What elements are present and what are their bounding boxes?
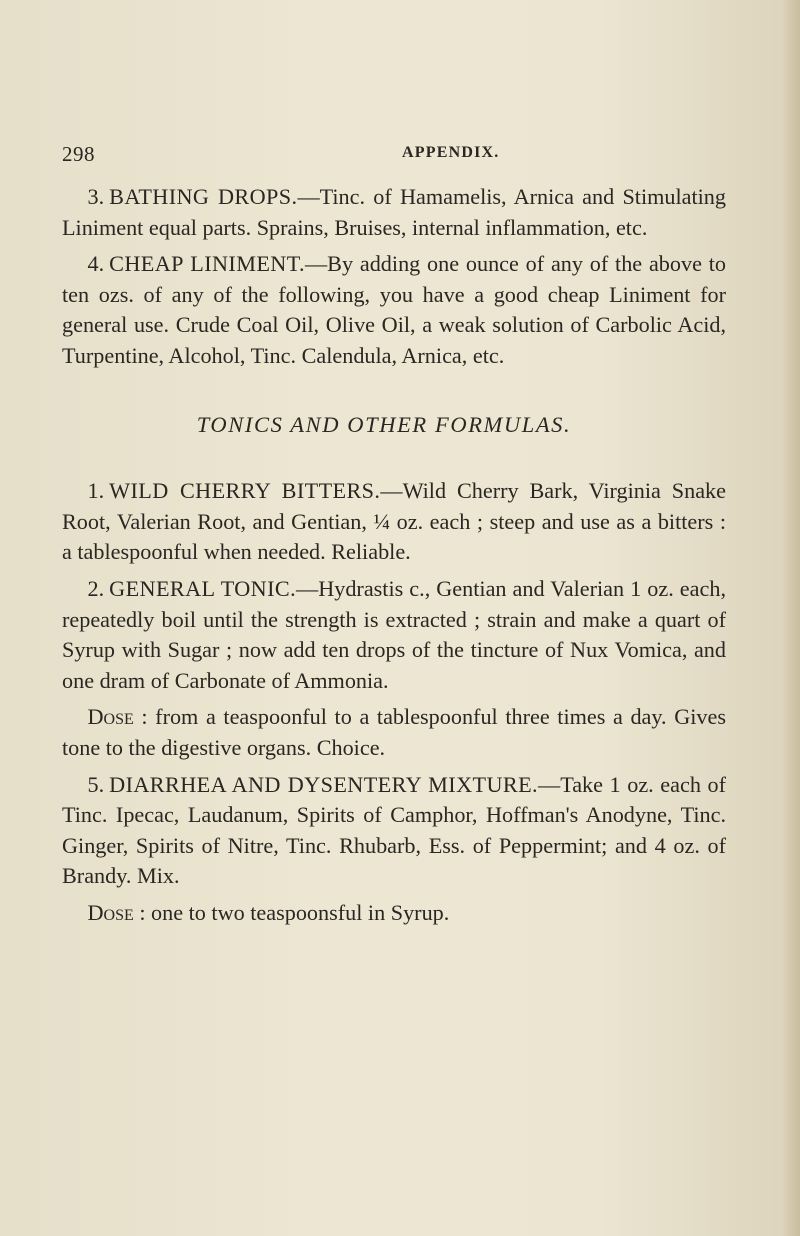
dose-general-tonic <box>62 702 726 763</box>
page-edge-shadow <box>782 0 800 1236</box>
dose-text: : one to two teaspoonsful in Syrup. <box>133 899 450 925</box>
running-head: APPENDIX. <box>402 144 500 161</box>
entry-title: GENERAL TONIC. <box>109 575 297 601</box>
entry-title: WILD CHERRY BITTERS. <box>109 478 381 504</box>
entry-body: —Hydrastis c., Gentian and Valerian 1 oz. each, repeatedly boil until the strength is extracted ; strain and make a quart of Syrup with Sugar ; now add ten drops of the tincture of Nux Vomica, and one dram of Carbonate of Ammonia. <box>62 575 726 693</box>
entry-body: —Take 1 oz. each of Tinc. Ipecac, Laudanum, Spirits of Camphor, Hoffman's Anodyne, Tinc. Ginger, Spirits of Nitre, Tinc. Rhubarb, Ess. of Peppermint; and 4 oz. of Brandy. Mix. <box>62 771 726 889</box>
entry-title: BATHING DROPS. <box>109 184 298 209</box>
page-number: 298 <box>62 142 95 166</box>
entry-body: —By adding one ounce of any of the above to ten ozs. of any of the following, you have a good cheap Liniment for general use. Crude Coal Oil, Olive Oil, a weak solution of Carbolic Acid, Turpentine, Alcohol, Tinc. Calendula, Arnica, etc. <box>62 251 726 368</box>
entry-wild-cherry-bitters <box>62 476 726 568</box>
entry-bathing-drops <box>62 182 726 243</box>
page-body <box>62 182 726 934</box>
entry-number: 3. <box>87 184 105 209</box>
entry-title: CHEAP LINIMENT. <box>109 251 305 277</box>
entry-diarrhea-mixture <box>62 770 726 892</box>
dose-diarrhea-mixture <box>62 898 726 929</box>
entry-general-tonic <box>62 574 726 696</box>
entry-number: 2. <box>87 575 105 601</box>
entry-number: 1. <box>87 478 105 504</box>
page-header <box>62 142 712 172</box>
entry-body: —Tinc. of Hamamelis, Arnica and Stimulating Liniment equal parts. Sprains, Bruises, internal inflammation, etc. <box>62 184 726 240</box>
dose-label: Dose <box>87 704 134 730</box>
dose-label: Dose <box>87 899 134 925</box>
entry-cheap-liniment <box>62 249 726 371</box>
entry-number: 4. <box>87 251 105 277</box>
dose-text: : from a teaspoonful to a tablespoonful three times a day. Gives tone to the digestive organs. Choice. <box>62 704 726 760</box>
entry-title: DIARRHEA AND DYSENTERY MIXTURE. <box>109 771 538 797</box>
entry-number: 5. <box>87 771 105 797</box>
section-heading: TONICS AND OTHER FORMULAS. <box>196 411 572 437</box>
entry-body: —Wild Cherry Bark, Virginia Snake Root, Valerian Root, and Gentian, ¼ oz. each ; steep and use as a bitters : a tablespoonful when needed. Reliable. <box>62 478 726 565</box>
